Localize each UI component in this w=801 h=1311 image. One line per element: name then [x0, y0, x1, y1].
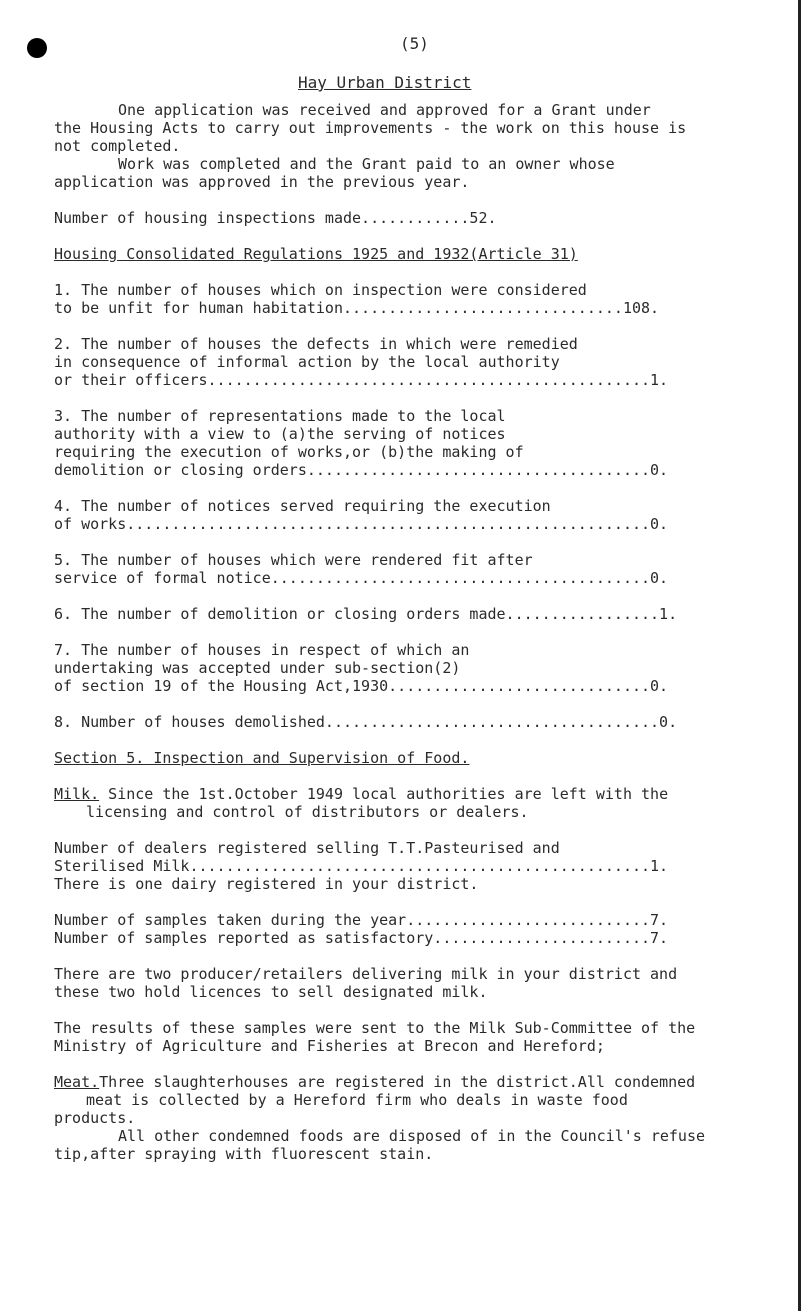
reg-item-2-line-1: 2. The number of houses the defects in which were remedied — [54, 335, 578, 353]
housing-inspections-line: Number of housing inspections made............52. — [54, 209, 497, 227]
punch-hole-mark — [27, 38, 47, 58]
samples-satisfactory-line: Number of samples reported as satisfactory........................7. — [54, 929, 669, 947]
meat-paragraph-line-4: All other condemned foods are disposed of in the Council's refuse — [118, 1127, 705, 1145]
meat-paragraph-line-3: products. — [54, 1109, 136, 1127]
milk-paragraph-line-1 — [54, 785, 668, 803]
results-line-2: Ministry of Agriculture and Fisheries at Brecon and Hereford; — [54, 1037, 605, 1055]
reg-item-3-line-1: 3. The number of representations made to the local — [54, 407, 506, 425]
results-line-1: The results of these samples were sent to the Milk Sub-Committee of the — [54, 1019, 696, 1037]
page-title: Hay Urban District — [298, 73, 472, 92]
intro-line-4: Work was completed and the Grant paid to an owner whose — [118, 155, 615, 173]
reg-item-5-line-1: 5. The number of houses which were rendered fit after — [54, 551, 533, 569]
reg-item-6-line-1: 6. The number of demolition or closing orders made.................1. — [54, 605, 678, 623]
reg-item-4-line-1: 4. The number of notices served requiring the execution — [54, 497, 551, 515]
reg-item-5-line-2: service of formal notice..........................................0. — [54, 569, 669, 587]
reg-item-4-line-2: of works..........................................................0. — [54, 515, 669, 533]
page-number: (5) — [400, 34, 429, 53]
meat-paragraph-line-1 — [54, 1073, 695, 1091]
reg-item-1-line-2: to be unfit for human habitation...............................108. — [54, 299, 660, 317]
meat-paragraph-line-5: tip,after spraying with fluorescent stain. — [54, 1145, 434, 1163]
milk-label: Milk. — [54, 785, 100, 803]
reg-item-3-line-3: requiring the execution of works,or (b)the making of — [54, 443, 524, 461]
samples-taken-line: Number of samples taken during the year...........................7. — [54, 911, 669, 929]
milk-paragraph-line-2: licensing and control of distributors or dealers. — [86, 803, 529, 821]
producers-line-1: There are two producer/retailers delivering milk in your district and — [54, 965, 678, 983]
reg-item-2-line-3: or their officers.................................................1. — [54, 371, 669, 389]
intro-line-5: application was approved in the previous year. — [54, 173, 470, 191]
reg-item-2-line-2: in consequence of informal action by the local authority — [54, 353, 560, 371]
meat-text: Three slaughterhouses are registered in the district.All condemned — [99, 1073, 696, 1091]
reg-item-7-line-3: of section 19 of the Housing Act,1930.............................0. — [54, 677, 669, 695]
reg-item-7-line-2: undertaking was accepted under sub-section(2) — [54, 659, 461, 677]
reg-item-3-line-4: demolition or closing orders......................................0. — [54, 461, 669, 479]
intro-line-3: not completed. — [54, 137, 181, 155]
milk-text: Since the 1st.October 1949 local authorities are left with the — [99, 785, 669, 803]
intro-line-2: the Housing Acts to carry out improvements - the work on this house is — [54, 119, 687, 137]
meat-label: Meat. — [54, 1073, 100, 1091]
reg-item-7-line-1: 7. The number of houses in respect of which an — [54, 641, 470, 659]
intro-line-1: One application was received and approved for a Grant under — [118, 101, 651, 119]
reg-item-1-line-1: 1. The number of houses which on inspection were considered — [54, 281, 587, 299]
dealers-line-2: Sterilised Milk...................................................1. — [54, 857, 669, 875]
reg-item-8-line-1: 8. Number of houses demolished.....................................0. — [54, 713, 678, 731]
regulations-heading: Housing Consolidated Regulations 1925 and 1932(Article 31) — [54, 245, 578, 263]
meat-paragraph-line-2: meat is collected by a Hereford firm who deals in waste food — [86, 1091, 628, 1109]
section-5-heading: Section 5. Inspection and Supervision of Food. — [54, 749, 470, 767]
reg-item-3-line-2: authority with a view to (a)the serving of notices — [54, 425, 506, 443]
producers-line-2: these two hold licences to sell designated milk. — [54, 983, 488, 1001]
dairy-line: There is one dairy registered in your district. — [54, 875, 479, 893]
dealers-line-1: Number of dealers registered selling T.T.Pasteurised and — [54, 839, 560, 857]
